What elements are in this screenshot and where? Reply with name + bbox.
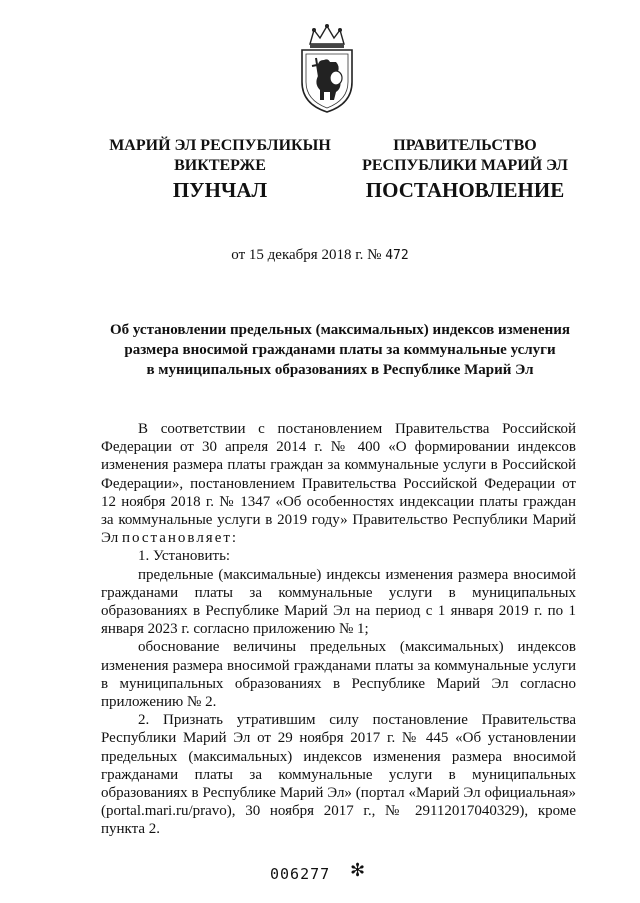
header-right <box>345 136 585 176</box>
paragraph-item-1-a: предельные (максимальные) индексы изменения размера вносимой гражданами платы за коммунальные услуги в муниципальных образованиях в Республике Марий Эл на период с 1 января 2019 г. по 1 января 2023 г. согласно приложению № 1; <box>101 566 576 638</box>
asterisk-mark: ✻ <box>350 860 366 880</box>
resolves-word: постановляет: <box>121 530 239 547</box>
paragraph-item-2: 2. Признать утратившим силу постановление Правительства Республики Марий Эл от 29 ноября 2017 г. № 445 «Об установлении предельных (максимальных) индексов изменения размера вносимой гражданами платы за коммунальные услуги в муниципальных образованиях в Республике Марий Эл» (портал «Марий Эл официальная» (portal.mari.ru/pravo), 30 ноября 2017 г., № 29112017040329), кроме пункта 2. <box>101 712 576 838</box>
document-type-mari: ПУНЧАЛ <box>172 178 268 202</box>
document-type-russian: ПОСТАНОВЛЕНИЕ <box>365 178 565 202</box>
title-line1: Об установлении предельных (максимальных) индексов изменения <box>109 322 571 338</box>
date-line <box>0 247 640 264</box>
document-title <box>90 320 590 380</box>
header-left-line1: МАРИЙ ЭЛ РЕСПУБЛИКЫН <box>109 137 331 154</box>
header-left <box>90 136 350 176</box>
coat-of-arms-icon <box>296 22 358 114</box>
header-right-line2: РЕСПУБЛИКИ МАРИЙ ЭЛ <box>362 157 568 174</box>
document-body <box>101 420 576 839</box>
header-left-line2: ВИКТЕРЖЕ <box>174 157 266 174</box>
paragraph-preamble <box>101 420 576 547</box>
document-number: 472 <box>385 248 409 263</box>
date-value: 15 декабря 2018 г. <box>248 247 364 263</box>
title-line3: в муниципальных образованиях в Республике Марий Эл <box>146 362 534 378</box>
preamble-text: В соответствии с постановлением Правительства Российской Федерации от 30 апреля 2014 г. № 400 «О формировании индексов изменения размера платы граждан за коммунальные услуги в Российской Федерации», постановлением Правительства Российской Федерации от 12 ноября 2018 г. № 1347 «Об особенностях индексации платы граждан за коммунальные услуги в 2019 году» Правительство Республики Марий Эл <box>101 421 576 547</box>
paragraph-item-1: 1. Установить: <box>138 548 231 565</box>
paragraph-item-1-b: обоснование величины предельных (максимальных) индексов изменения размера вносимой гражданами платы за коммунальные услуги в муниципальных образованиях в Республике Марий Эл согласно приложению № 2. <box>101 639 576 711</box>
number-sign: № <box>367 247 382 263</box>
date-prefix: от <box>231 247 246 263</box>
serial-number: 006277 <box>270 865 331 883</box>
title-line2: размера вносимой гражданами платы за коммунальные услуги <box>124 342 556 358</box>
header-right-line1: ПРАВИТЕЛЬСТВО <box>393 137 537 154</box>
